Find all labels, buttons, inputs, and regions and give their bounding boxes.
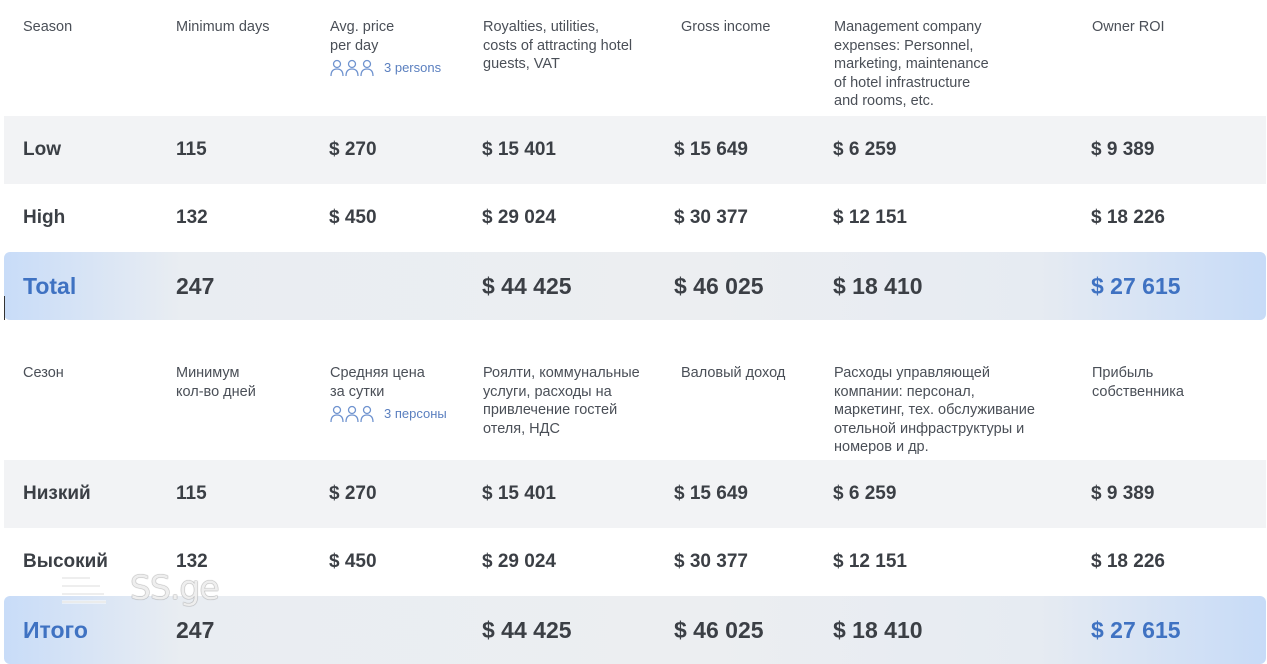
header-line: кол-во дней <box>176 383 256 400</box>
cell-gross-income: $ 30 377 <box>674 551 748 572</box>
header-line: услуги, расходы на <box>483 383 612 400</box>
table-row-low <box>4 460 1266 528</box>
table-row-low <box>4 116 1266 184</box>
header-line: номеров и др. <box>834 439 929 455</box>
header-line: Royalties, utilities, <box>483 19 600 35</box>
cell-min-days: 115 <box>176 483 207 504</box>
persons-indicator <box>330 405 447 424</box>
header-line: per day <box>330 37 379 54</box>
cell-season: Total <box>23 273 77 299</box>
cell-management-expenses: $ 12 151 <box>833 207 907 228</box>
header-line: of hotel infrastructure <box>834 74 971 91</box>
cell-royalties: $ 44 425 <box>482 273 572 299</box>
header-gross-income <box>681 364 785 383</box>
cell-owner-roi: $ 27 615 <box>1091 617 1181 643</box>
header-line: компании: персонал, <box>834 383 975 400</box>
header-season <box>23 364 64 383</box>
cell-min-days: 132 <box>176 207 208 228</box>
header-line: Минимум <box>176 365 240 381</box>
cell-owner-roi: $ 27 615 <box>1091 273 1181 299</box>
persons-label: 3 персоны <box>384 406 447 421</box>
cell-owner-roi: $ 18 226 <box>1091 207 1165 228</box>
cell-management-expenses: $ 12 151 <box>833 551 907 572</box>
cell-gross-income: $ 46 025 <box>674 617 764 643</box>
cell-min-days: 247 <box>176 617 215 643</box>
pricing-table-en <box>0 0 1267 299</box>
cell-royalties: $ 44 425 <box>482 617 572 643</box>
persons-label: 3 persons <box>384 60 442 75</box>
header-line: expenses: Personnel, <box>834 37 974 54</box>
cell-avg-price: $ 450 <box>329 551 377 572</box>
header-season <box>23 18 72 37</box>
header-royalties <box>483 364 640 438</box>
header-management-expenses <box>834 18 989 111</box>
cell-season: High <box>23 207 66 228</box>
cell-avg-price: $ 450 <box>329 207 377 228</box>
cell-royalties: $ 29 024 <box>482 207 556 228</box>
cell-owner-roi: $ 9 389 <box>1091 139 1155 160</box>
cell-avg-price: $ 270 <box>329 483 377 504</box>
table-header <box>0 0 1267 112</box>
cell-royalties: $ 15 401 <box>482 483 556 504</box>
header-line: Прибыль <box>1092 365 1154 381</box>
three-persons-icon <box>330 59 376 77</box>
header-line: Gross income <box>681 19 771 35</box>
cell-min-days: 115 <box>176 139 207 160</box>
header-line: marketing, maintenance <box>834 56 989 72</box>
header-owner-roi <box>1092 18 1165 37</box>
header-line: маркетинг, тех. обслуживание <box>834 402 1035 418</box>
header-line: собственника <box>1092 383 1184 400</box>
header-line: Management company <box>834 19 982 35</box>
cell-management-expenses: $ 18 410 <box>833 617 923 643</box>
watermark-logo-icon <box>60 572 108 608</box>
cell-management-expenses: $ 6 259 <box>833 483 897 504</box>
header-royalties <box>483 18 632 74</box>
cell-season: Low <box>23 139 61 160</box>
three-persons-icon <box>330 405 376 423</box>
header-owner-roi <box>1092 364 1184 401</box>
cell-avg-price: $ 270 <box>329 139 377 160</box>
header-avg-price <box>330 364 447 424</box>
cell-owner-roi: $ 9 389 <box>1091 483 1155 504</box>
cell-gross-income: $ 15 649 <box>674 139 748 160</box>
header-line: Средняя цена <box>330 365 425 381</box>
header-min-days <box>176 18 269 37</box>
cell-royalties: $ 29 024 <box>482 551 556 572</box>
cell-min-days: 247 <box>176 273 215 299</box>
header-line: за сутки <box>330 383 385 400</box>
header-avg-price <box>330 18 441 78</box>
header-management-expenses <box>834 364 1035 457</box>
header-line: Owner ROI <box>1092 19 1165 35</box>
header-line: Avg. price <box>330 19 395 35</box>
header-line: привлечение гостей <box>483 402 618 418</box>
header-line: Расходы управляющей <box>834 365 990 381</box>
header-line: Роялти, коммунальные <box>483 365 640 381</box>
text-cursor <box>4 296 5 320</box>
cell-season: Итого <box>23 617 88 643</box>
header-line: Сезон <box>23 365 64 381</box>
header-line: costs of attracting hotel <box>483 37 633 54</box>
cell-owner-roi: $ 18 226 <box>1091 551 1165 572</box>
cell-season: Низкий <box>23 483 91 504</box>
header-line: Minimum days <box>176 19 270 35</box>
cell-gross-income: $ 15 649 <box>674 483 748 504</box>
cell-gross-income: $ 30 377 <box>674 207 748 228</box>
header-min-days <box>176 364 256 401</box>
header-line: Валовый доход <box>681 365 786 381</box>
header-line: guests, VAT <box>483 56 560 72</box>
persons-indicator <box>330 59 441 78</box>
cell-management-expenses: $ 6 259 <box>833 139 897 160</box>
watermark-text: SS.ge <box>130 568 219 607</box>
cell-gross-income: $ 46 025 <box>674 273 764 299</box>
table-row-total <box>4 252 1266 320</box>
cell-min-days: 132 <box>176 551 208 572</box>
header-line: отеля, НДС <box>483 420 560 437</box>
cell-royalties: $ 15 401 <box>482 139 556 160</box>
table-header <box>0 346 1267 458</box>
cell-season: Высокий <box>23 551 108 572</box>
header-line: Season <box>23 19 73 35</box>
header-gross-income <box>681 18 770 37</box>
table-row-high <box>4 184 1266 252</box>
cell-management-expenses: $ 18 410 <box>833 273 923 299</box>
header-line: and rooms, etc. <box>834 93 934 109</box>
header-line: отельной инфраструктуры и <box>834 420 1025 437</box>
